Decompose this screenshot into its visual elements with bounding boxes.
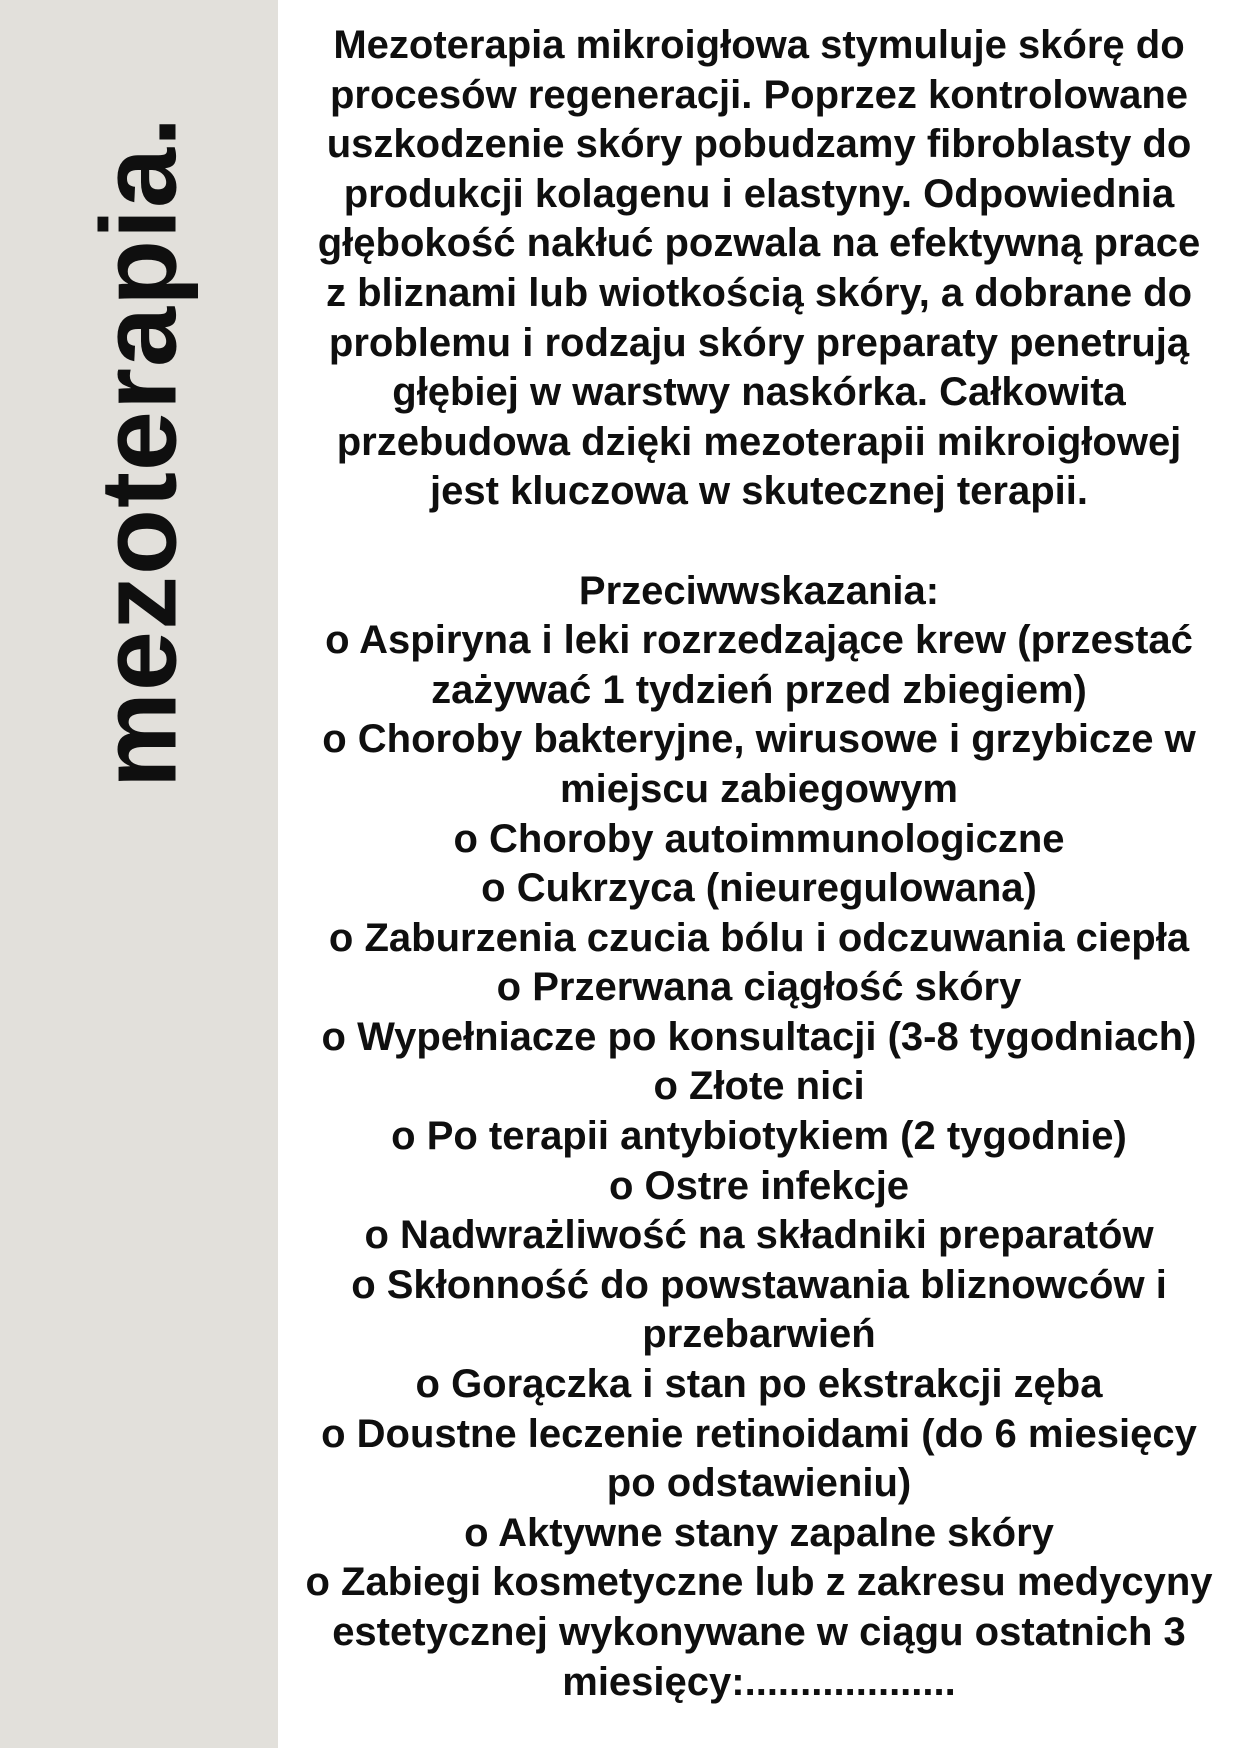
intro-paragraph <box>302 21 1216 517</box>
text-line: po odstawieniu) <box>606 1461 912 1506</box>
text-line: uszkodzenie skóry pobudzamy fibroblasty do <box>326 122 1192 167</box>
text-line: procesów regeneracji. Poprzez kontrolowane <box>329 72 1188 117</box>
text-line: produkcji kolagenu i elastyny. Odpowiednia <box>343 171 1175 216</box>
contraindications-list <box>302 616 1216 1707</box>
text-line: o Cukrzyca (nieuregulowana) <box>481 866 1037 911</box>
text-line: problemu i rodzaju skóry preparaty penetrują <box>328 320 1190 365</box>
text-line: o Wypełniacze po konsultacji (3-8 tygodniach) <box>321 1014 1197 1059</box>
text-line: miesięcy:................... <box>562 1659 956 1704</box>
text-line: estetycznej wykonywane w ciągu ostatnich 3 <box>332 1610 1186 1654</box>
text-line: głębiej w warstwy naskórka. Całkowita <box>392 370 1126 415</box>
text-line: przebarwień <box>642 1312 876 1357</box>
sidebar-vertical-title: mezoterapia. <box>77 115 199 789</box>
text-line: o Zaburzenia czucia bólu i odczuwania ciepła <box>328 915 1190 960</box>
text-line: o Zabiegi kosmetyczne lub z zakresu medycyny <box>305 1560 1213 1605</box>
text-line: o Gorączka i stan po ekstrakcji zęba <box>415 1362 1103 1407</box>
text-line: o Przerwana ciągłość skóry <box>496 965 1022 1010</box>
text-line: miejscu zabiegowym <box>560 766 958 811</box>
text-line: o Złote nici <box>653 1064 865 1109</box>
text-line: głębokość nakłuć pozwala na efektywną prace <box>317 221 1201 266</box>
text-line: o Po terapii antybiotykiem (2 tygodnie) <box>391 1114 1127 1159</box>
text-line: o Doustne leczenie retinoidami (do 6 miesięcy <box>321 1411 1197 1456</box>
sidebar <box>0 0 278 1748</box>
text-line: o Ostre infekcje <box>608 1163 910 1208</box>
contraindications-heading: Przeciwwskazania: <box>578 568 940 613</box>
text-line: przebudowa dzięki mezoterapii mikroigłowej <box>336 419 1182 464</box>
text-line: zażywać 1 tydzień przed zbiegiem) <box>431 667 1087 712</box>
content-area <box>278 0 1240 1748</box>
text-line: o Nadwrażliwość na składniki preparatów <box>364 1213 1154 1258</box>
text-line: o Aspiryna i leki rozrzedzające krew (przestać <box>325 618 1193 663</box>
text-line: Mezoterapia mikroigłowa stymuluje skórę do <box>333 23 1185 67</box>
text-line: o Aktywne stany zapalne skóry <box>464 1510 1054 1555</box>
text-line: jest kluczowa w skutecznej terapii. <box>429 469 1088 514</box>
text-line: o Choroby bakteryjne, wirusowe i grzybicze w <box>322 717 1196 762</box>
text-line: o Choroby autoimmunologiczne <box>453 816 1065 861</box>
text-line: o Skłonność do powstawania bliznowców i <box>351 1262 1167 1307</box>
text-line: z bliznami lub wiotkością skóry, a dobrane do <box>325 270 1193 315</box>
